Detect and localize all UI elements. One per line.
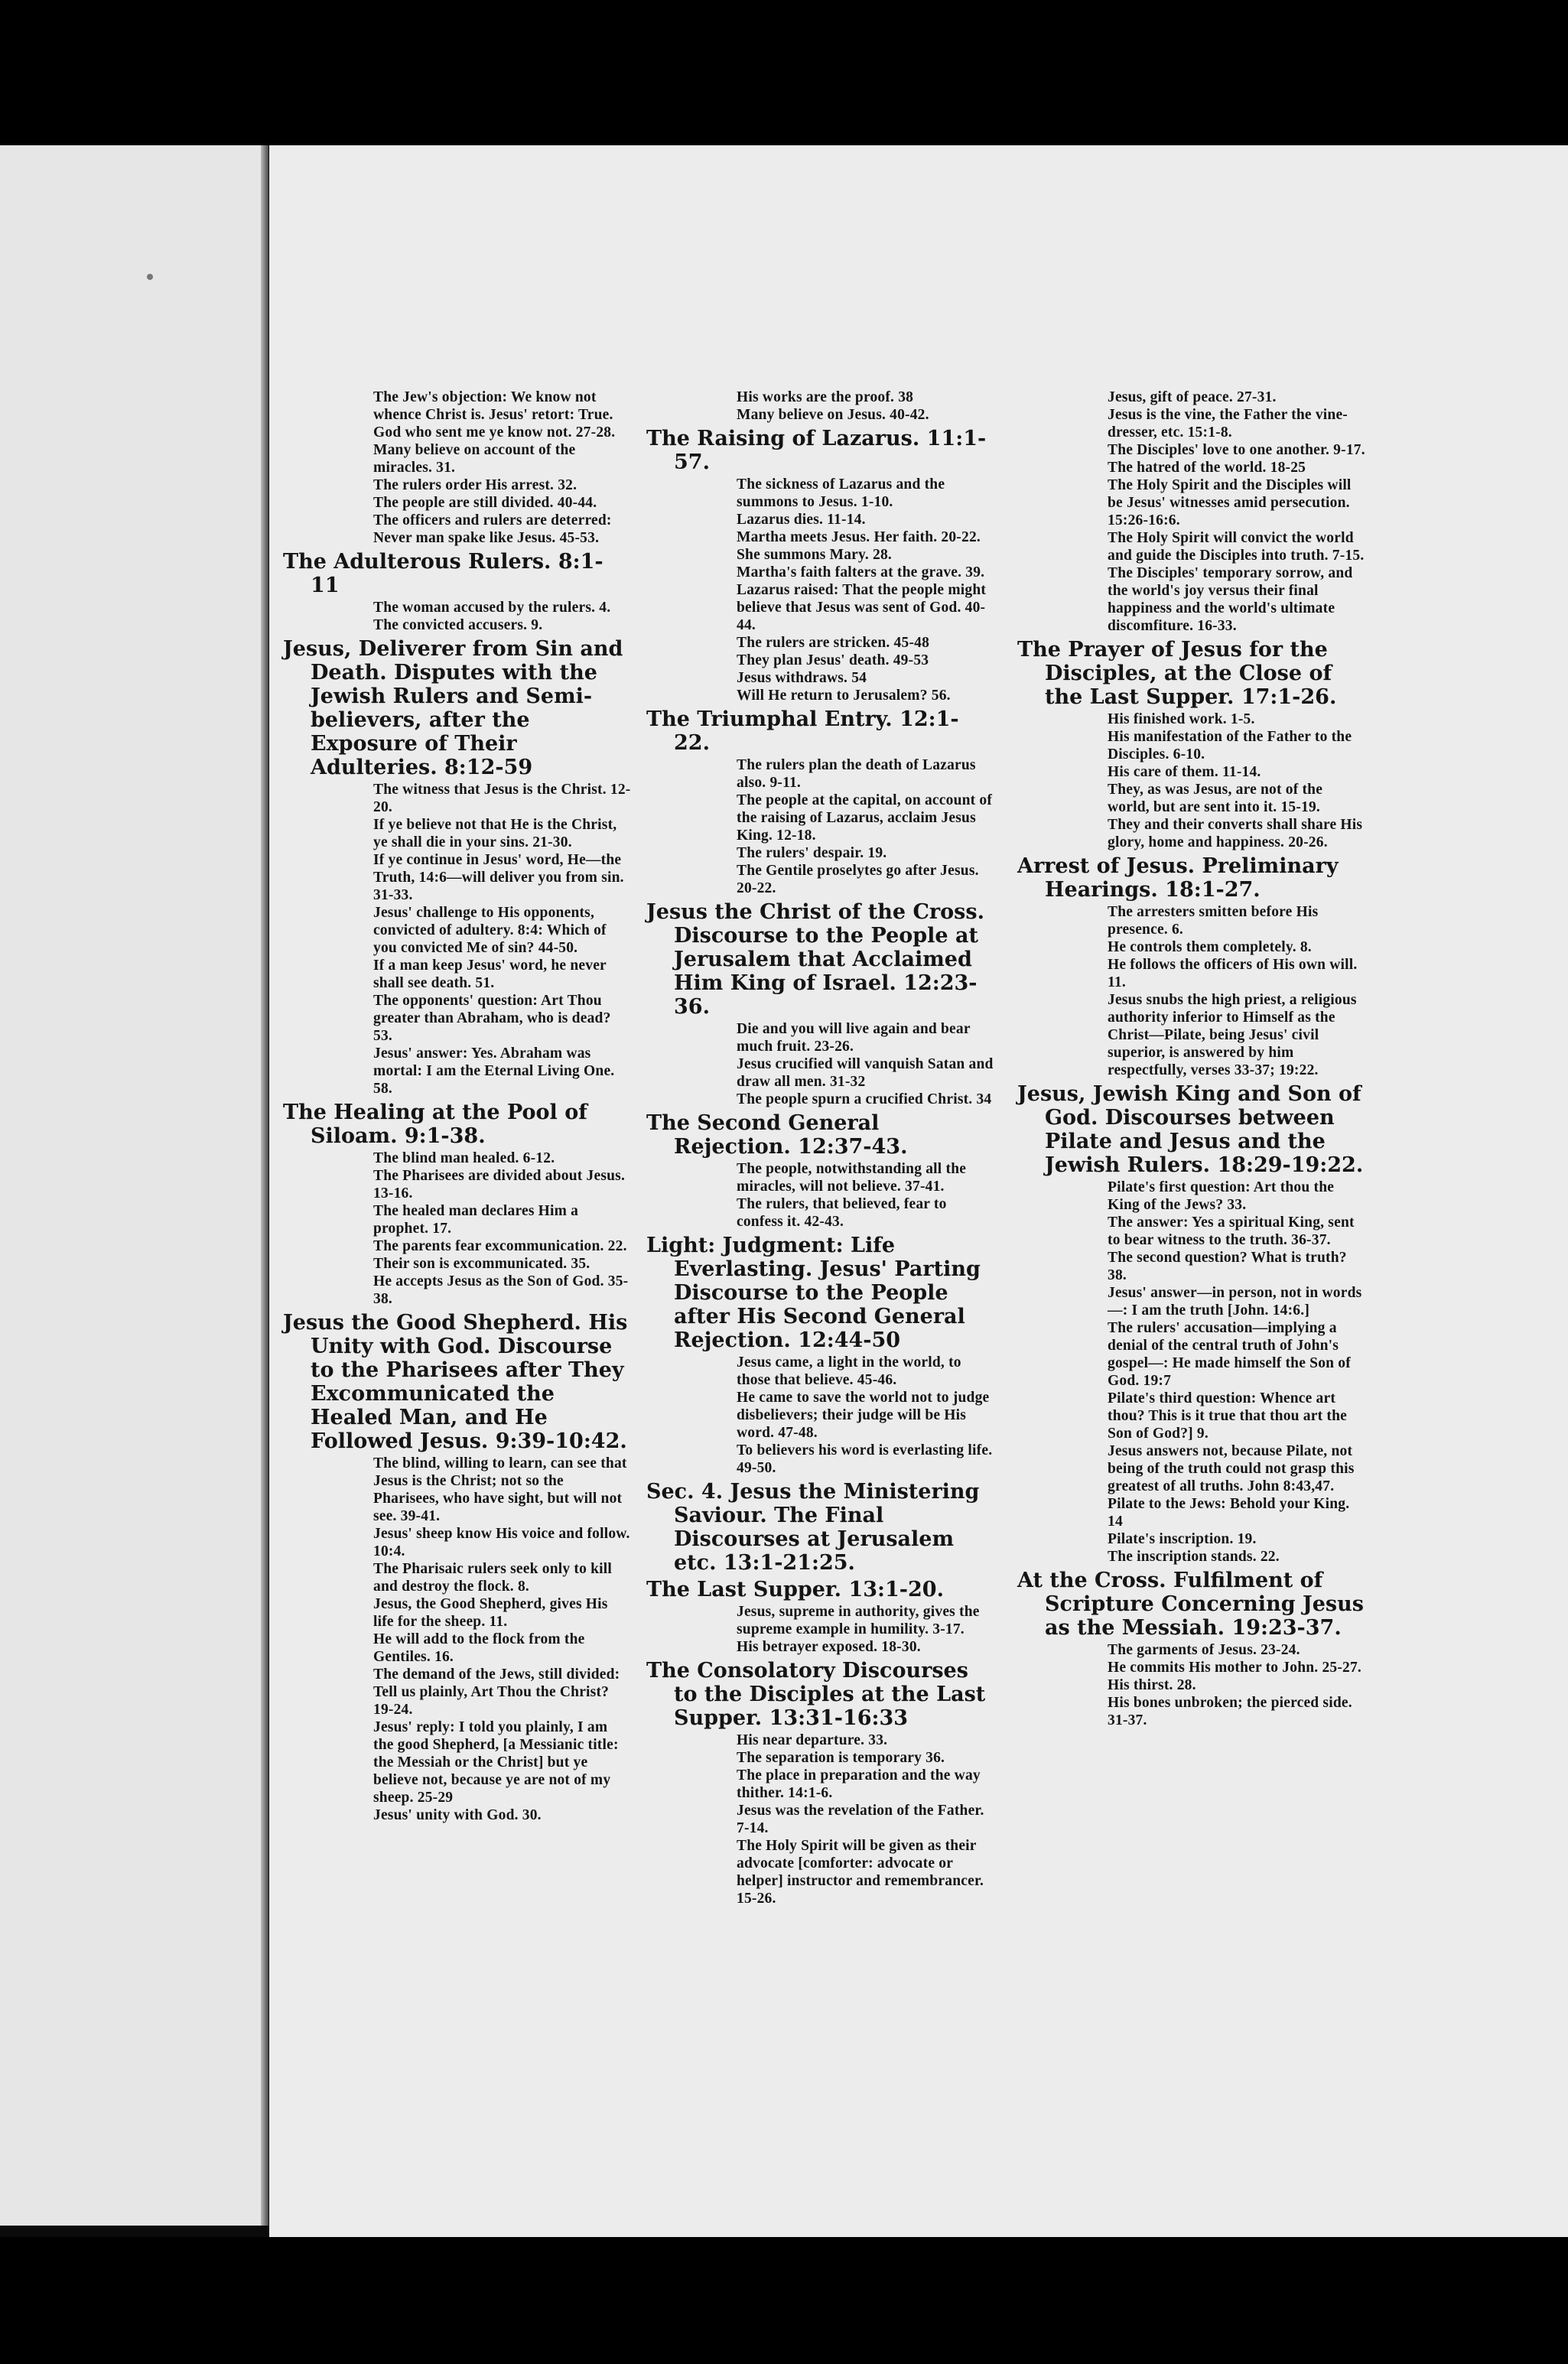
section-heading: Jesus, Jewish King and Son of God. Discourses between Pilate and Jesus and the Jewish Rulers. 18:29-19:22. xyxy=(1017,1082,1364,1177)
index-entry: Pilate's inscription. 19. xyxy=(1108,1531,1257,1547)
section-heading: The Healing at the Pool of Siloam. 9:1-38. xyxy=(283,1101,587,1148)
index-entry: His works are the proof. 38 xyxy=(737,389,914,405)
index-entry: Jesus crucified will vanquish Satan and draw all men. 31-32 xyxy=(737,1056,994,1090)
index-entry: The people, notwithstanding all the miracles, will not believe. 37-41. xyxy=(737,1161,967,1195)
index-entry: Jesus, supreme in authority, gives the supreme example in humility. 3-17. xyxy=(737,1604,980,1637)
section-heading: The Prayer of Jesus for the Disciples, at the Close of the Last Supper. 17:1-26. xyxy=(1017,638,1337,709)
index-entry: To believers his word is everlasting life. 49-50. xyxy=(737,1442,993,1476)
index-entry: Die and you will live again and bear much fruit. 23-26. xyxy=(737,1021,971,1055)
index-entry: He will add to the flock from the Gentiles. 16. xyxy=(373,1631,585,1665)
index-entry: He commits His mother to John. 25-27. xyxy=(1108,1660,1362,1676)
index-entry: They and their converts shall share His glory, home and happiness. 20-26. xyxy=(1108,817,1363,850)
index-entry: His bones unbroken; the pierced side. 31-37. xyxy=(1108,1695,1352,1728)
index-entry: Jesus, the Good Shepherd, gives His life for the sheep. 11. xyxy=(373,1596,608,1630)
index-entry: Jesus' answer: Yes. Abraham was mortal: I am the Eternal Living One. 58. xyxy=(373,1045,615,1097)
index-entry: The demand of the Jews, still divided: Tell us plainly, Art Thou the Christ? 19-24. xyxy=(373,1667,620,1718)
facing-page-edge xyxy=(0,145,264,2226)
index-entry: Martha meets Jesus. Her faith. 20-22. xyxy=(737,529,981,545)
index-entry: The Pharisaic rulers seek only to kill and destroy the flock. 8. xyxy=(373,1561,613,1595)
index-entry: The garments of Jesus. 23-24. xyxy=(1108,1642,1300,1658)
index-entry: Their son is excommunicated. 35. xyxy=(373,1256,590,1272)
index-entry: The rulers' despair. 19. xyxy=(737,845,887,861)
index-entry: Pilate's first question: Art thou the King of the Jews? 33. xyxy=(1108,1179,1335,1213)
index-entry: He came to save the world not to judge disbelievers; their judge will be His word. 47-48. xyxy=(737,1390,990,1441)
index-entry: Many believe on account of the miracles. 31. xyxy=(373,442,576,476)
index-entry: Jesus withdraws. 54 xyxy=(737,670,867,686)
index-entry: The people are still divided. 40-44. xyxy=(373,495,597,511)
index-entry: If ye continue in Jesus' word, He—the Truth, 14:6—will deliver you from sin. 31-33. xyxy=(373,852,624,903)
index-entry: The healed man declares Him a prophet. 17. xyxy=(373,1203,579,1237)
index-entry: The Holy Spirit will be given as their advocate [comforter: advocate or helper] instructor and remembrancer. 15-26. xyxy=(737,1838,984,1907)
section-heading: Jesus the Good Shepherd. His Unity with God. Discourse to the Pharisees after They Excommunicated the Healed Man, and He Followed Jesus. 9:39-10:42. xyxy=(283,1311,628,1453)
scan-speck xyxy=(147,274,153,280)
section-heading: Jesus the Christ of the Cross. Discourse to the People at Jerusalem that Acclaimed Him King of Israel. 12:23-36. xyxy=(646,900,984,1019)
index-entry: If a man keep Jesus' word, he never shall see death. 51. xyxy=(373,958,607,991)
index-entry: The woman accused by the rulers. 4. xyxy=(373,600,611,616)
section-heading: The Raising of Lazarus. 11:1-57. xyxy=(646,427,987,474)
index-entry: The place in preparation and the way thither. 14:1-6. xyxy=(737,1767,981,1801)
index-entry: The convicted accusers. 9. xyxy=(373,617,543,633)
index-entry: The witness that Jesus is the Christ. 12-20. xyxy=(373,782,631,815)
index-entry: The rulers, that believed, fear to confess it. 42-43. xyxy=(737,1196,947,1230)
index-entry: The people at the capital, on account of the raising of Lazarus, acclaim Jesus King. 12-18. xyxy=(737,792,993,844)
index-entry: The separation is temporary 36. xyxy=(737,1750,945,1766)
index-entry: Jesus' unity with God. 30. xyxy=(373,1807,542,1823)
index-entry: The blind, willing to learn, can see that Jesus is the Christ; not so the Pharisees, who have sight, but will not see. 39-41. xyxy=(373,1455,627,1524)
index-entry: His manifestation of the Father to the Disciples. 6-10. xyxy=(1108,729,1352,763)
index-entry: They, as was Jesus, are not of the world, but are sent into it. 15-19. xyxy=(1108,782,1323,815)
index-entry: His finished work. 1-5. xyxy=(1108,711,1255,727)
index-entry: Lazarus raised: That the people might believe that Jesus was sent of God. 40-44. xyxy=(737,582,987,633)
section-heading: The Adulterous Rulers. 8:1-11 xyxy=(283,550,603,597)
index-entry: The people spurn a crucified Christ. 34 xyxy=(737,1091,992,1107)
section-heading: The Last Supper. 13:1-20. xyxy=(646,1578,944,1601)
index-entry: Jesus answers not, because Pilate, not being of the truth could not grasp this greatest of all truths. John 8:43,47. xyxy=(1108,1443,1355,1494)
index-entry: The second question? What is truth? 38. xyxy=(1108,1250,1347,1283)
index-entry: The Disciples' temporary sorrow, and the world's joy versus their final happiness and the world's ultimate discomfiture. 16-33. xyxy=(1108,565,1353,634)
index-entry: The Pharisees are divided about Jesus. 13-16. xyxy=(373,1168,626,1202)
index-entry: The rulers are stricken. 45-48 xyxy=(737,635,930,651)
index-entry: The Jew's objection: We know not whence Christ is. Jesus' retort: True. God who sent me ye know not. 27-28. xyxy=(373,389,616,441)
index-entry: The Holy Spirit and the Disciples will be Jesus' witnesses amid persecution. 15:26-16:6. xyxy=(1108,477,1352,528)
index-entry: The rulers order His arrest. 32. xyxy=(373,477,577,493)
index-entry: The Gentile proselytes go after Jesus. 20-22. xyxy=(737,863,979,896)
index-entry: His care of them. 11-14. xyxy=(1108,764,1261,780)
index-entry: The parents fear excommunication. 22. xyxy=(373,1238,627,1254)
index-entry: The Disciples' love to one another. 9-17. xyxy=(1108,442,1365,458)
scan-top-border xyxy=(0,0,1568,145)
section-heading: The Second General Rejection. 12:37-43. xyxy=(646,1111,908,1159)
index-entry: Jesus is the vine, the Father the vine-dresser, etc. 15:1-8. xyxy=(1108,407,1348,441)
index-entry: Jesus, gift of peace. 27-31. xyxy=(1108,389,1277,405)
section-heading: Jesus, Deliverer from Sin and Death. Disputes with the Jewish Rulers and Semi-believers, after the Exposure of Their Adulteries. 8:12-59 xyxy=(283,637,623,779)
index-entry: If ye believe not that He is the Christ, ye shall die in your sins. 21-30. xyxy=(373,817,617,850)
index-entry: His near departure. 33. xyxy=(737,1732,888,1748)
index-entry: Jesus' reply: I told you plainly, I am the good Shepherd, [a Messianic title: the Messiah or the Christ] but ye believe not, because ye are not of my sheep. 25-29 xyxy=(373,1719,619,1806)
section-heading: At the Cross. Fulfilment of Scripture Concerning Jesus as the Messiah. 19:23-37. xyxy=(1017,1569,1364,1640)
index-entry: He accepts Jesus as the Son of God. 35-38. xyxy=(373,1273,629,1307)
index-entry: Jesus snubs the high priest, a religious authority inferior to Himself as the Christ—Pilate, being Jesus' civil superior, is answered by him respectfully, verses 33-37; 19:22. xyxy=(1108,992,1357,1078)
index-entry: The blind man healed. 6-12. xyxy=(373,1150,555,1166)
index-entry: Many believe on Jesus. 40-42. xyxy=(737,407,929,423)
scan-bottom-border xyxy=(0,2237,1568,2364)
index-entry: The Holy Spirit will convict the world and guide the Disciples into truth. 7-15. xyxy=(1108,530,1365,564)
section-heading: Arrest of Jesus. Preliminary Hearings. 18:1-27. xyxy=(1017,854,1339,902)
index-entry: Jesus came, a light in the world, to those that believe. 45-46. xyxy=(737,1354,961,1388)
index-entry: The rulers' accusation—implying a denial of the central truth of John's gospel—: He made himself the Son of God. 19:7 xyxy=(1108,1320,1351,1389)
index-entry: The hatred of the world. 18-25 xyxy=(1108,460,1306,476)
index-entry: Jesus' challenge to His opponents, convicted of adultery. 8:4: Which of you convicted Me of sin? 44-50. xyxy=(373,905,607,956)
index-entry: The opponents' question: Art Thou greater than Abraham, who is dead? 53. xyxy=(373,993,611,1044)
index-entry: The officers and rulers are deterred: Never man spake like Jesus. 45-53. xyxy=(373,512,612,546)
index-entry: The rulers plan the death of Lazarus also. 9-11. xyxy=(737,757,976,791)
index-entry: His thirst. 28. xyxy=(1108,1677,1196,1693)
index-entry: Lazarus dies. 11-14. xyxy=(737,512,866,528)
index-entry: Will He return to Jerusalem? 56. xyxy=(737,688,951,704)
index-entry: Pilate's third question: Whence art thou? This is it true that thou art the Son of God?] 9. xyxy=(1108,1390,1347,1442)
text-column-3 xyxy=(1017,389,1365,1729)
index-entry: She summons Mary. 28. xyxy=(737,547,893,563)
index-entry: The inscription stands. 22. xyxy=(1108,1549,1280,1565)
index-entry: Pilate to the Jews: Behold your King. 14 xyxy=(1108,1496,1350,1530)
index-entry: His betrayer exposed. 18-30. xyxy=(737,1639,921,1655)
section-heading: Sec. 4. Jesus the Ministering Saviour. The Final Discourses at Jerusalem etc. 13:1-21:25. xyxy=(646,1480,980,1575)
index-entry: He controls them completely. 8. xyxy=(1108,939,1312,955)
section-heading: The Consolatory Discourses to the Disciples at the Last Supper. 13:31-16:33 xyxy=(646,1659,986,1730)
index-entry: He follows the officers of His own will. 11. xyxy=(1108,957,1358,990)
index-entry: They plan Jesus' death. 49-53 xyxy=(737,652,929,668)
section-heading: The Triumphal Entry. 12:1-22. xyxy=(646,707,959,755)
index-entry: Jesus was the revelation of the Father. 7-14. xyxy=(737,1803,984,1836)
text-column-2 xyxy=(646,389,994,1907)
index-entry: Jesus' sheep know His voice and follow. 10:4. xyxy=(373,1526,630,1559)
index-entry: Jesus' answer—in person, not in words—: I am the truth [John. 14:6.] xyxy=(1108,1285,1362,1319)
index-entry: The sickness of Lazarus and the summons to Jesus. 1-10. xyxy=(737,476,945,510)
index-entry: Martha's faith falters at the grave. 39. xyxy=(737,564,985,580)
section-heading: Light: Judgment: Life Everlasting. Jesus' Parting Discourse to the People after His Second General Rejection. 12:44-50 xyxy=(646,1234,981,1352)
text-column-1 xyxy=(283,389,631,1824)
index-entry: The arresters smitten before His presence. 6. xyxy=(1108,904,1319,938)
index-entry: The answer: Yes a spiritual King, sent to bear witness to the truth. 36-37. xyxy=(1108,1215,1355,1248)
